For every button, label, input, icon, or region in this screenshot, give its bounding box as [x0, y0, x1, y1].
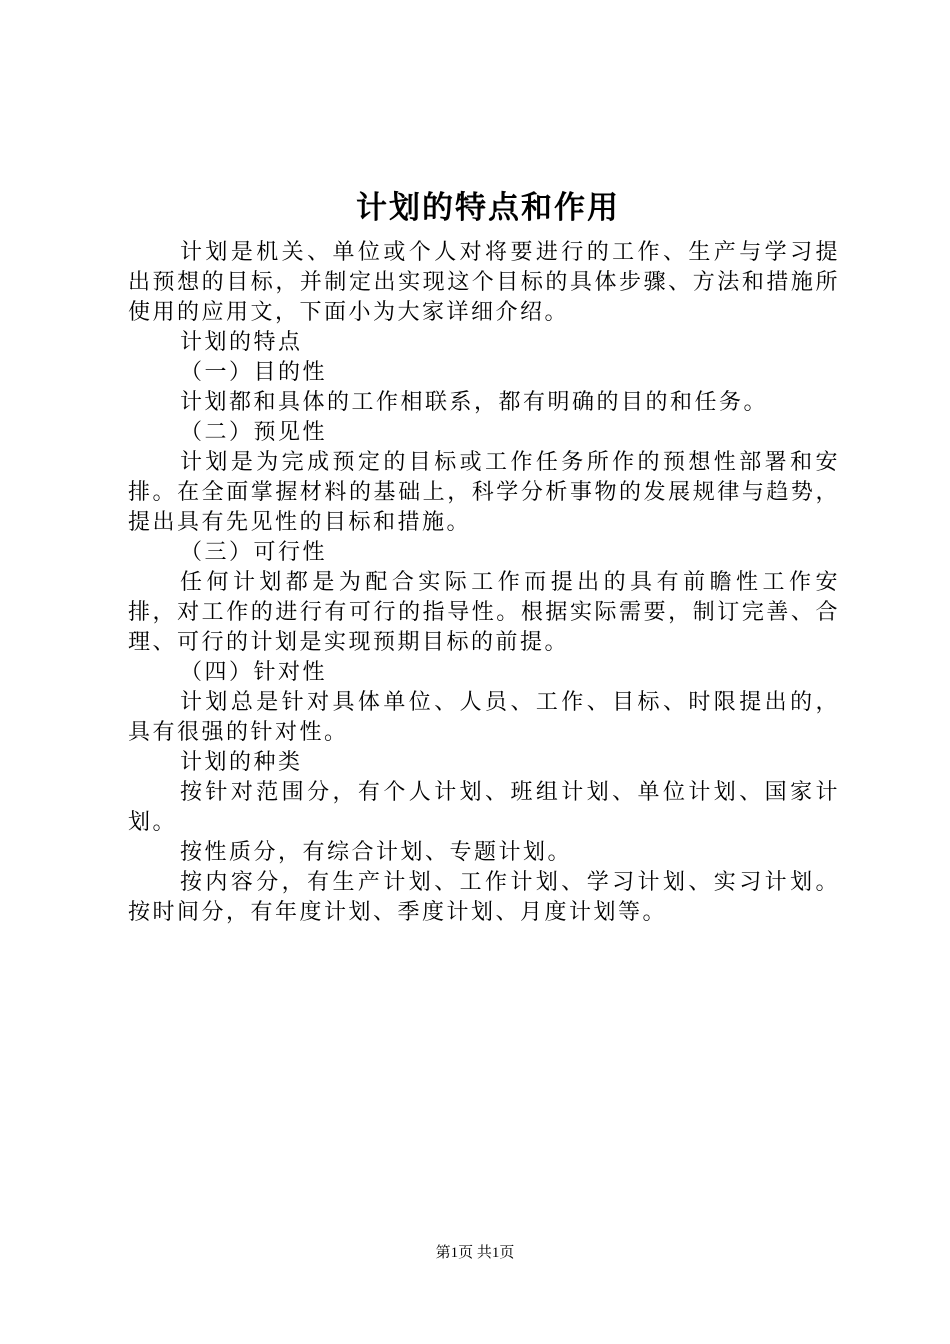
- subheading-foresight: （二）预见性: [180, 420, 328, 445]
- document-title: 计划的特点和作用: [356, 190, 620, 226]
- section-heading-types: 计划的种类: [180, 750, 303, 775]
- paragraph-intro: 计划是机关、单位或个人对将要进行的工作、生产与学习提出预想的目标，并制定出实现这个目标的具体步骤、方法和措施所使用的应用文，下面小为大家详细介绍。: [128, 240, 840, 325]
- document-body: [128, 184, 840, 928]
- paragraph-pertinence: 计划总是针对具体单位、人员、工作、目标、时限提出的，具有很强的针对性。: [128, 690, 840, 745]
- subheading-purpose: （一）目的性: [180, 360, 328, 385]
- paragraph-by-scope: 按针对范围分，有个人计划、班组计划、单位计划、国家计划。: [128, 780, 840, 835]
- section-heading-features: 计划的特点: [180, 330, 303, 355]
- paragraph-foresight: 计划是为完成预定的目标或工作任务所作的预想性部署和安排。在全面掌握材料的基础上，科学分析事物的发展规律与趋势，提出具有先见性的目标和措施。: [128, 450, 840, 535]
- paragraph-feasibility: 任何计划都是为配合实际工作而提出的具有前瞻性工作安排，对工作的进行有可行的指导性。根据实际需要，制订完善、合理、可行的计划是实现预期目标的前提。: [128, 570, 840, 655]
- paragraph-by-content-and-time: 按内容分，有生产计划、工作计划、学习计划、实习计划。按时间分，有年度计划、季度计划、月度计划等。: [128, 870, 840, 925]
- subheading-pertinence: （四）针对性: [180, 660, 328, 685]
- page-number-footer: 第1页 共1页: [435, 1245, 515, 1261]
- subheading-feasibility: （三）可行性: [180, 540, 328, 565]
- paragraph-by-nature: 按性质分，有综合计划、专题计划。: [180, 840, 573, 865]
- paragraph-purpose: 计划都和具体的工作相联系，都有明确的目的和任务。: [180, 390, 769, 415]
